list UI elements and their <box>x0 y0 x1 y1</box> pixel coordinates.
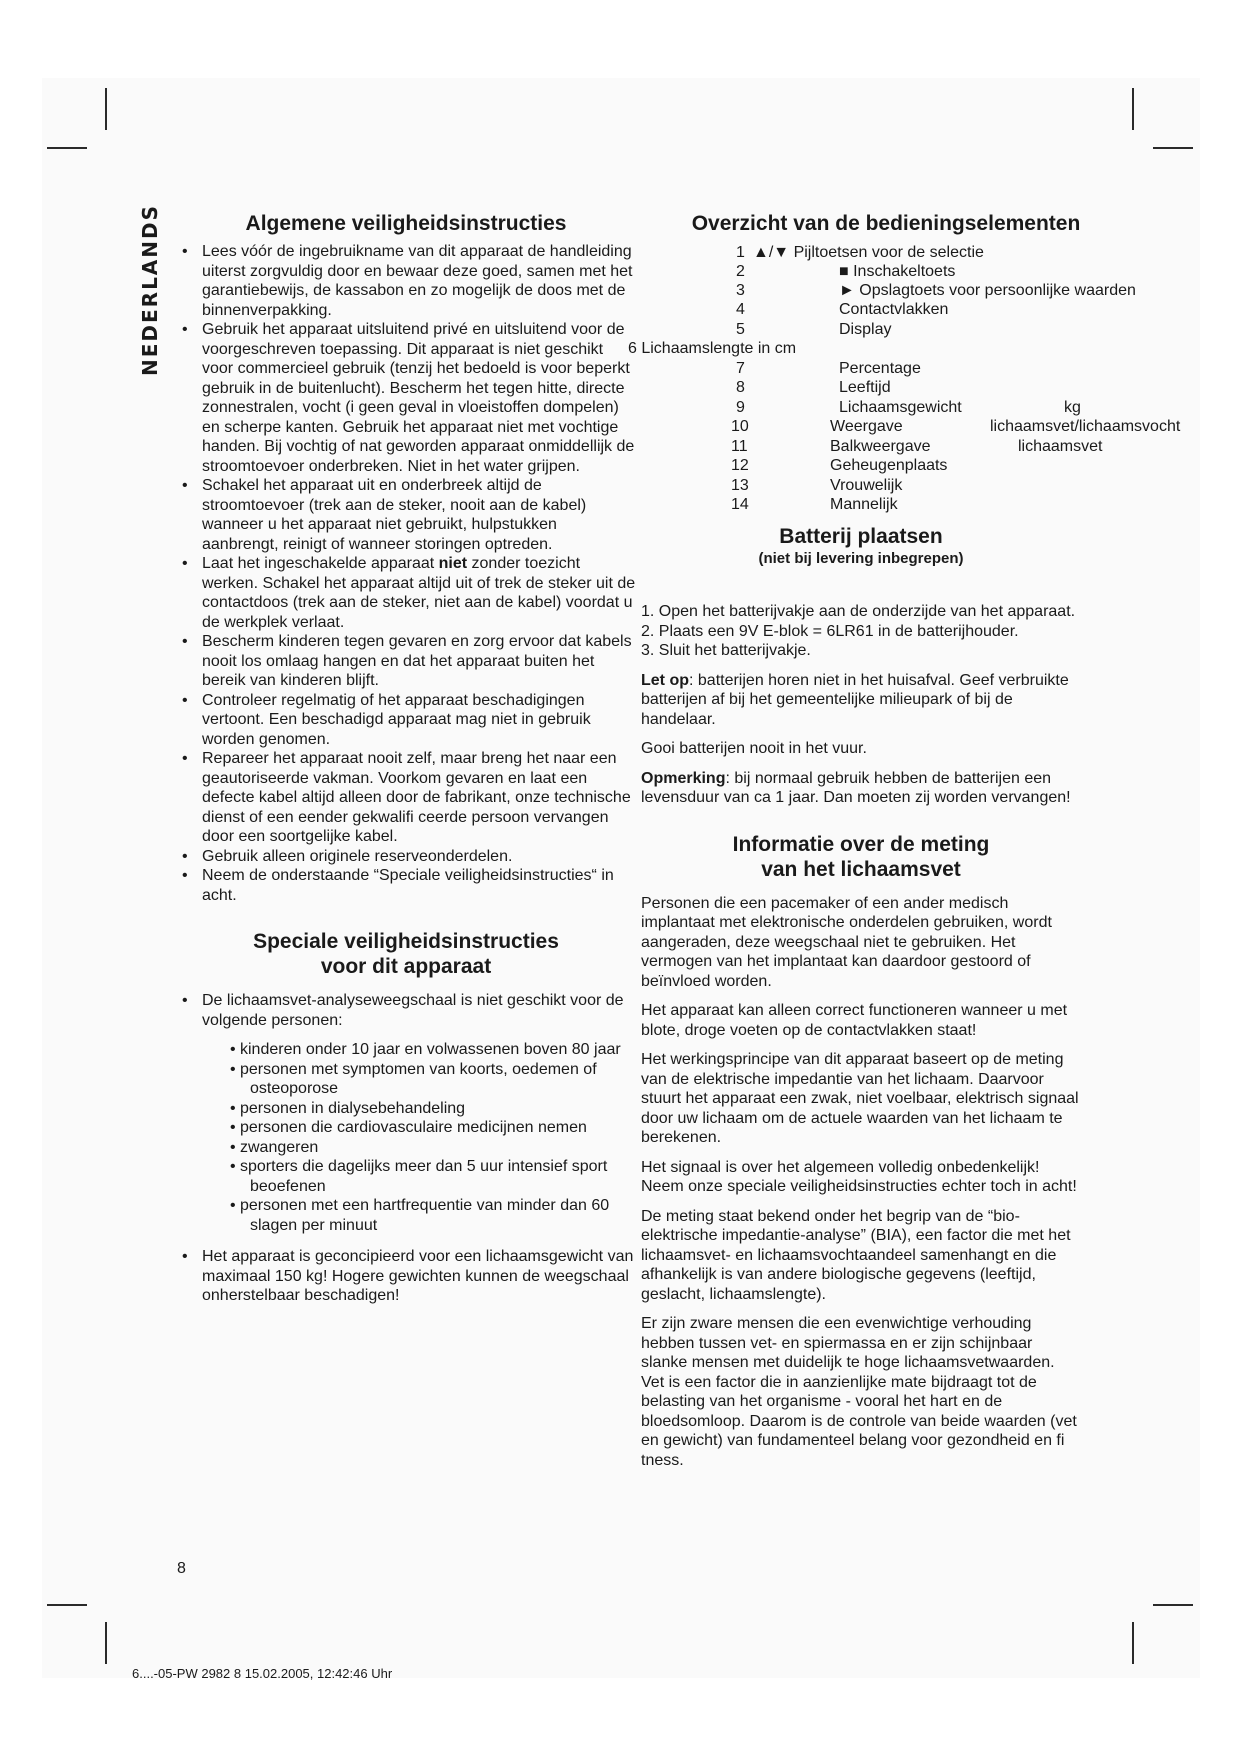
control-number: 1 <box>736 244 745 261</box>
list-item: • Gebruik het apparaat uitsluitend privé en uitsluitend voor de voorgeschreven toepassing. Dit apparaat is niet geschikt voor commercieel gebruik (tenzij het bedoeld is voor beperkt gebruik in de buitenlucht). Bescherm het tegen hitte, directe zonnestralen, vocht (i geen geval in vloeistoffen dompelen) en scherpe kanten. Gebruik het apparaat niet met vochtige handen. Bij vochtig of nat geworden apparaat onmiddellijk de stroomtoevoer onderbreken. Niet in het water grijpen. <box>176 320 636 476</box>
crop-mark <box>1153 147 1193 149</box>
battery-title: Batterij plaatsen <box>779 525 943 548</box>
control-number: 13 <box>731 477 749 494</box>
info-paragraph: De meting staat bekend onder het begrip van de “bio-elektrische impedantie-analyse” (BIA), een factor die met het lichaamsvet- en lichaamsvochtaandeel samenhangt en die afhankelijk is van andere biologische gegevens (leeftijd, geslacht, lichaamslengte). <box>641 1207 1071 1303</box>
special-safety-title: Speciale veiligheidsinstructies <box>253 930 559 953</box>
control-number: 2 <box>736 263 745 280</box>
list-item: • sporters die dagelijks meer dan 5 uur intensief sport beoefenen <box>202 1157 636 1196</box>
print-footer: 6....-05-PW 2982 8 15.02.2005, 12:42:46 Uhr <box>132 1666 393 1681</box>
special-safety-list <box>176 991 636 1306</box>
crop-mark <box>47 147 87 149</box>
control-label: Mannelijk <box>830 496 898 513</box>
control-number: 8 <box>736 379 745 396</box>
list-item: • Gebruik alleen originele reserveonderdelen. <box>176 847 636 867</box>
list-item: • Schakel het apparaat uit en onderbreek altijd de stroomtoevoer (trek aan de steker, nooit aan de kabel) wanneer u het apparaat niet gebruikt, hulpstukken aanbrengt, reinigt of wanneer storingen optreden. <box>176 476 636 554</box>
list-item: • Lees vóór de ingebruikname van dit apparaat de handleiding uiterst zorgvuldig door en bewaar deze goed, samen met het garantiebewijs, de kassabon en zo mogelijk de doos met de binnenverpakking. <box>176 242 636 320</box>
battery-steps <box>641 602 1081 661</box>
control-number: 11 <box>731 438 748 455</box>
control-number: 12 <box>731 457 749 474</box>
crop-mark <box>47 1604 87 1606</box>
list-item: • Neem de onderstaande “Speciale veiligheidsinstructies“ in acht. <box>176 866 636 905</box>
crop-mark <box>1132 88 1134 130</box>
list-item: • Bescherm kinderen tegen gevaren en zorg ervoor dat kabels nooit los omlaag hangen en dat het apparaat buiten het bereik van kinderen blijft. <box>176 632 636 691</box>
excluded-persons-list <box>202 1040 636 1235</box>
control-number: 9 <box>736 399 745 416</box>
list-item: 3. Sluit het batterijvakje. <box>641 642 811 659</box>
control-label: Lichaamsgewicht <box>839 399 962 416</box>
battery-section-header <box>641 524 1081 577</box>
remark-label: Opmerking <box>641 769 726 787</box>
list-item: • Controleer regelmatig of het apparaat beschadigingen vertoont. Een beschadigd apparaat mag niet in gebruik worden genomen. <box>176 691 636 750</box>
battery-remark <box>641 769 1081 808</box>
left-column <box>176 211 636 1306</box>
special-intro: De lichaamsvet-analyseweegschaal is niet geschikt voor de volgende personen: <box>202 992 624 1029</box>
info-paragraph: Personen die een pacemaker of een ander medisch implantaat met elektronische onderdelen gebruiken, wordt aangeraden, deze weegschaal niet te gebruiken. Het vermogen van het implantaat kan daardoor gestoord of beïnvloed worden. <box>641 894 1052 990</box>
unattended-emphasis: niet <box>438 555 468 572</box>
control-label: Geheugenplaats <box>830 457 948 474</box>
control-number: 6 Lichaamslengte in cm <box>628 340 797 357</box>
control-label: ■ Inschakeltoets <box>839 263 956 280</box>
battery-section <box>641 602 1081 1470</box>
special-safety-subtitle: voor dit apparaat <box>320 955 492 978</box>
control-number: 14 <box>731 496 749 513</box>
controls-list <box>628 236 1241 598</box>
control-label: Display <box>839 321 892 338</box>
list-item: • kinderen onder 10 jaar en volwassenen boven 80 jaar <box>202 1040 636 1060</box>
crop-mark <box>1153 1604 1193 1606</box>
info-paragraph: Er zijn zware mensen die een evenwichtige verhouding hebben tussen vet- en spiermassa en er zijn schijnbaar slanke mensen met duidelijk te hoge lichaamsvetwaarden. Vet is een factor die in aanzienlijke mate bijdraagt tot de belasting van het organisme - vooral het hart en de bloedsomloop. Daarom is de controle van beide waarden (vet en gewicht) van fundamenteel belang voor gezondheid en fi tness. <box>641 1315 1077 1469</box>
control-extra: lichaamsvet <box>1018 438 1103 455</box>
control-extra: kg <box>1064 399 1081 416</box>
list-item: 1. Open het batterijvakje aan de onderzijde van het apparaat. <box>641 603 1076 620</box>
unattended-text: zonder toezicht werken. Schakel het apparaat altijd uit of trek de steker uit de contactdoos (trek aan de steker, niet aan de kabel) voordat u de werkplek verlaat. <box>202 555 636 631</box>
unattended-text: Laat het ingeschakelde apparaat <box>202 555 439 572</box>
controls-title: Overzicht van de bedieningselementen <box>691 212 1081 235</box>
list-item: • personen met een hartfrequentie van minder dan 60 slagen per minuut <box>202 1196 636 1235</box>
crop-mark <box>105 1622 107 1664</box>
battery-subtitle: (niet bij levering inbegrepen) <box>758 550 964 567</box>
fire-warning: Gooi batterijen nooit in het vuur. <box>641 740 867 757</box>
control-extra: lichaamsvet/lichaamsvocht <box>990 418 1181 435</box>
control-label: Leeftijd <box>839 379 891 396</box>
language-side-label: NEDERLANDS <box>138 203 162 376</box>
note-label: Let op <box>641 671 689 689</box>
control-label: ▲/▼ Pijltoetsen voor de selectie <box>753 244 984 261</box>
control-number: 4 <box>736 301 745 318</box>
list-item: • personen in dialysebehandeling <box>202 1099 636 1119</box>
control-label: ► Opslagtoets voor persoonlijke waarden <box>839 282 1136 299</box>
list-item: • Het apparaat is geconcipieerd voor een lichaamsgewicht van maximaal 150 kg! Hogere gewichten kunnen de weegschaal onherstelbaar beschadigen! <box>176 1247 636 1306</box>
general-safety-list <box>176 242 636 905</box>
list-item <box>176 991 636 1235</box>
crop-mark <box>1132 1622 1134 1664</box>
info-paragraph: Het werkingsprincipe van dit apparaat baseert op de meting van de elektrische impedantie van het lichaam. Daarvoor stuurt het apparaat een zwak, niet voelbaar, elektrisch signaal door uw lichaam om de actuele waarden van het lichaam te berekenen. <box>641 1051 1079 1146</box>
list-item: 2. Plaats een 9V E-blok = 6LR61 in de batterijhouder. <box>641 622 1019 640</box>
control-label: Percentage <box>839 360 921 377</box>
list-item <box>176 554 636 632</box>
general-safety-title: Algemene veiligheidsinstructies <box>245 212 567 235</box>
info-subtitle: van het lichaamsvet <box>761 857 961 881</box>
list-item: • zwangeren <box>202 1138 636 1158</box>
remark-text: : bij normaal gebruik hebben de batterijen een levensduur van ca 1 jaar. Dan moeten zij worden vervangen! <box>641 769 1071 806</box>
info-title: Informatie over de meting <box>732 832 990 856</box>
info-paragraph: Het apparaat kan alleen correct functioneren wanneer u met blote, droge voeten op de contactvlakken staat! <box>641 1002 1068 1039</box>
list-item: • personen met symptomen van koorts, oedemen of osteoporose <box>202 1060 636 1099</box>
info-paragraph: Het signaal is over het algemeen volledig onbedenkelijk! Neem onze speciale veiligheidsinstructies echter toch in acht! <box>641 1158 1077 1195</box>
control-label: Weergave <box>830 418 903 435</box>
control-number: 3 <box>736 282 745 299</box>
battery-note <box>641 671 1081 730</box>
list-item: • personen die cardiovasculaire medicijnen nemen <box>202 1118 636 1138</box>
control-label: Vrouwelijk <box>830 477 903 494</box>
list-item: • Repareer het apparaat nooit zelf, maar breng het naar een geautoriseerde vakman. Voorkom gevaren en laat een defecte kabel altijd alleen door de fabrikant, onze technische dienst of een eender gekwalifi ceerde persoon vervangen door een soortgelijke kabel. <box>176 749 636 847</box>
note-text: : batterijen horen niet in het huisafval. Geef verbruikte batterijen af bij het gemeentelijke milieupark of bij de handelaar. <box>641 671 1069 728</box>
right-column <box>628 211 1241 1480</box>
control-label: Contactvlakken <box>839 301 949 318</box>
page-number: 8 <box>177 1560 186 1577</box>
crop-mark <box>105 88 107 130</box>
control-number: 7 <box>736 360 745 377</box>
control-label: Balkweergave <box>830 438 931 455</box>
control-number: 5 <box>736 321 745 338</box>
control-number: 10 <box>731 418 749 435</box>
